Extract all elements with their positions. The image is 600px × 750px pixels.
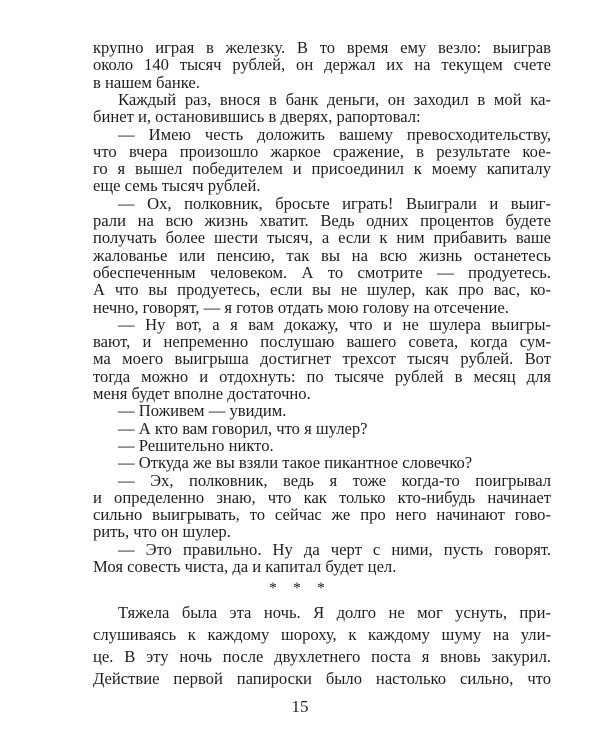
- text-line: получать более шести тысяч, а если к ним прибавить ваше: [93, 228, 551, 248]
- text-line: А что вы продуетесь, если вы не шулер, как про вас, ко-: [93, 280, 551, 300]
- section-separator: * * *: [269, 580, 331, 597]
- text-line: — Решительно никто.: [118, 435, 274, 455]
- text-line: рали на всю жизнь хватит. Ведь одних процентов будете: [93, 211, 551, 230]
- text-line: ма моего выигрыша достигнет трехсот тысяч рублей. Вот: [93, 349, 551, 369]
- text-line: вают, и непременно послушаю вашего совета, когда сум-: [93, 332, 551, 352]
- text-line: крупно играя в железку. В то время ему везло: выиграв: [93, 38, 551, 57]
- text-line: — Поживем — увидим.: [118, 401, 287, 421]
- text-line: в нашем банке.: [93, 72, 200, 92]
- text-line: меня будет вполне достаточно.: [93, 384, 311, 403]
- text-line: го я вышел победителем и присоединил к моему капиталу: [93, 159, 551, 179]
- text-line: Действие первой папироски было настолько сильно, что: [93, 669, 551, 688]
- text-line: — Эх, полковник, ведь я тоже когда-то поигрывал: [118, 470, 551, 490]
- text-line: и определенно знаю, что как только кто-нибудь начинает: [93, 487, 551, 507]
- text-line: рить, что он шулер.: [93, 522, 231, 542]
- text-line: — Ну вот, а я вам докажу, что и не шулера выигры-: [118, 314, 551, 334]
- text-line: сильно выигрывать, то сейчас же про него начинают гово-: [93, 505, 551, 525]
- text-line: — Откуда же вы взяли такое пикантное словечко?: [118, 453, 473, 473]
- text-line: обеспеченным человеком. А то смотрите — продуетесь.: [93, 262, 551, 282]
- text-line: — А кто вам говорил, что я шулер?: [118, 418, 368, 438]
- text-line: жалованье или пенсию, так вы на всю жизнь останетесь: [93, 245, 551, 265]
- text-line: нечно, говорят, — я готов отдать мою голову на отсечение.: [93, 297, 509, 317]
- text-line: Каждый раз, внося в банк деньги, он заходил в мой ка-: [118, 89, 551, 109]
- text-line: слушиваясь к каждому шороху, к каждому шуму на ули-: [93, 625, 551, 644]
- text-line: бинет и, остановившись в дверях, рапортовал:: [93, 107, 421, 127]
- page-number: 15: [291, 697, 309, 716]
- text-line: — Имею честь доложить вашему превосходительству,: [118, 124, 551, 144]
- text-line: еще семь тысяч рублей.: [93, 176, 261, 196]
- text-line: Тяжела была эта ночь. Я долго не мог уснуть, при-: [118, 603, 551, 622]
- text-line: около 140 тысяч рублей, он держал их на текущем счете: [93, 55, 551, 75]
- text-line: це. В эту ночь после двухлетнего поста я вновь закурил.: [93, 647, 551, 666]
- text-line: — Это правильно. Ну да черт с ними, пусть говорят.: [118, 539, 551, 559]
- text-line: — Ох, полковник, бросьте играть! Выиграли и выиг-: [118, 193, 551, 213]
- text-line: Моя совесть чиста, да и капитал будет цел.: [93, 557, 397, 576]
- text-line: что вчера произошло жаркое сражение, в результате кое-: [93, 141, 551, 161]
- text-line: тогда можно и отдохнуть: по тысяче рублей в месяц для: [93, 366, 551, 386]
